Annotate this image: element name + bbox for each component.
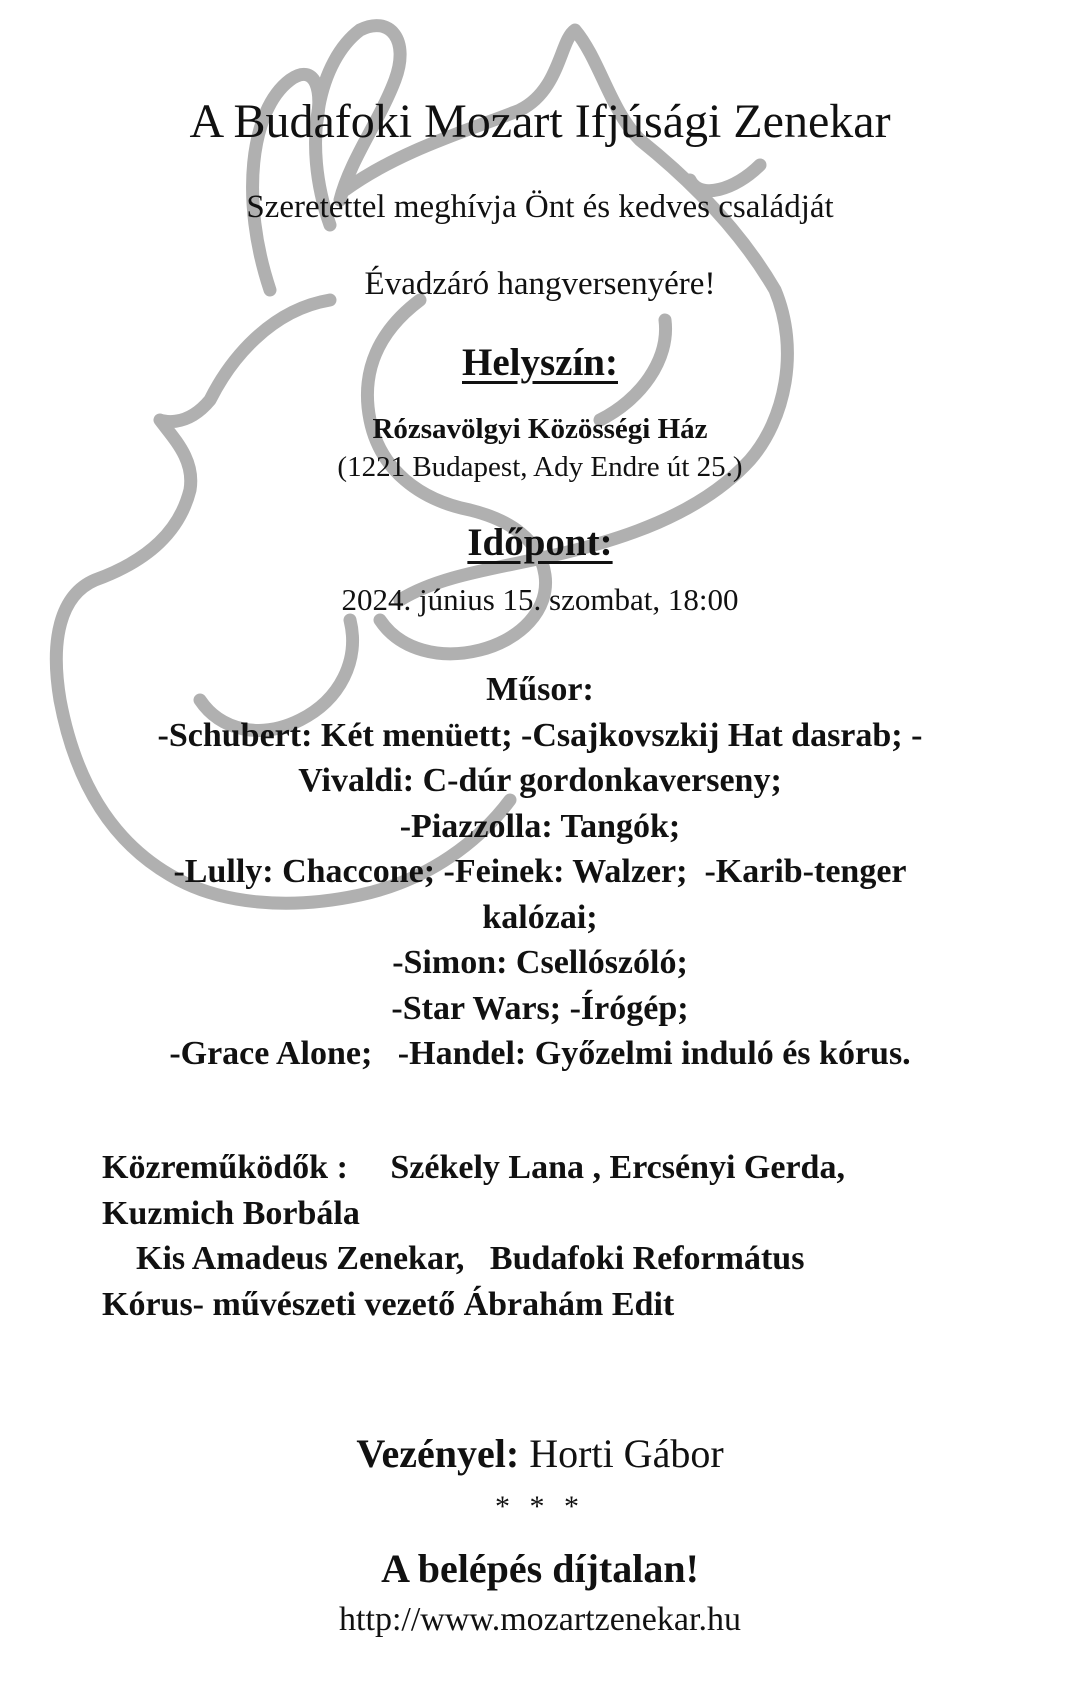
invitation-text: Szeretettel meghívja Önt és kedves családját (246, 189, 834, 225)
venue-address: (1221 Budapest, Ady Endre út 25.) (337, 451, 743, 483)
program-section (0, 667, 1080, 1077)
program-heading: Műsor: (486, 671, 594, 708)
admission-text: A belépés díjtalan! (381, 1546, 699, 1591)
program-line: Vivaldi: C-dúr gordonkaverseny; (298, 762, 782, 799)
performers-line: Közreműködők : Székely Lana , Ercsényi Gerda, (102, 1149, 845, 1186)
program-line: -Schubert: Két menüett; -Csajkovszkij Hat dasrab; - (157, 716, 923, 754)
orchestra-title: A Budafoki Mozart Ifjúsági Zenekar (189, 95, 891, 148)
time-heading: Időpont: (467, 521, 613, 564)
conductor-name: Horti Gábor (529, 1431, 724, 1476)
conductor-label: Vezényel: (356, 1431, 520, 1476)
program-line: kalózai; (482, 898, 598, 936)
performers-line: Kis Amadeus Zenekar, Budafoki Református (102, 1240, 805, 1277)
program-line: -Lully: Chaccone; -Feinek: Walzer; -Karib-tenger (173, 853, 907, 890)
program-line: -Grace Alone; -Handel: Győzelmi induló és kórus. (169, 1035, 911, 1072)
venue-name: Rózsavölgyi Közösségi Ház (372, 413, 708, 445)
program-line: -Star Wars; -Írógép; (391, 989, 689, 1027)
website-link[interactable]: http://www.mozartzenekar.hu (339, 1601, 741, 1638)
conductor-line (0, 1430, 1080, 1478)
performers-line: Kórus- művészeti vezető Ábrahám Edit (102, 1285, 675, 1323)
separator: * * * (495, 1490, 585, 1523)
program-line: -Piazzolla: Tangók; (399, 807, 681, 845)
performers-line: Kuzmich Borbála (102, 1194, 360, 1232)
time-value: 2024. június 15. szombat, 18:00 (341, 582, 739, 617)
performers-section (102, 1145, 845, 1327)
season-concert-text: Évadzáró hangversenyére! (364, 266, 716, 302)
program-line: -Simon: Csellószóló; (392, 944, 688, 981)
venue-heading: Helyszín: (462, 341, 618, 384)
